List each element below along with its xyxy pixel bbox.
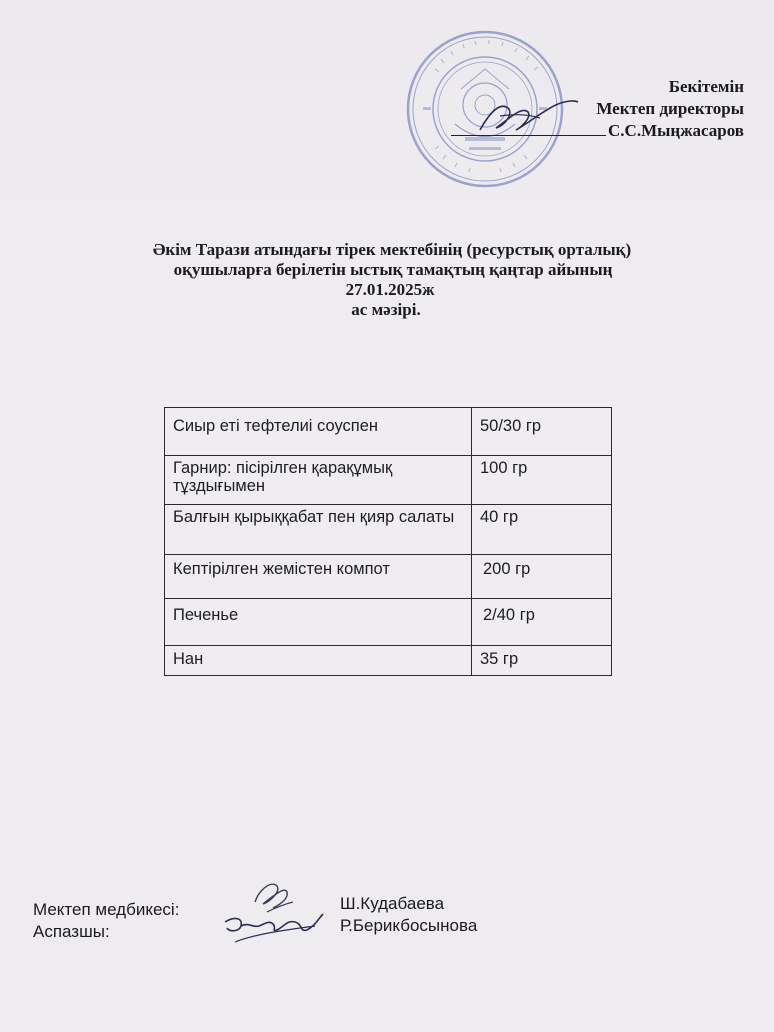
title-line-4: ас мәзірі. <box>351 300 421 319</box>
menu-item: Печенье <box>165 599 472 646</box>
nurse-label: Мектеп медбикесі: <box>33 900 180 919</box>
menu-portion: 100 гр <box>472 456 612 505</box>
approval-position: Мектеп директоры <box>596 99 744 118</box>
approval-heading: Бекітемін <box>668 77 744 96</box>
table-row <box>165 555 612 599</box>
signature-line <box>451 121 606 136</box>
menu-item: Гарнир: пісірілген қарақұмық тұздығымен <box>165 456 472 505</box>
table-row <box>165 646 612 676</box>
footer-labels <box>33 893 179 943</box>
title-line-1: Әкім Тарази атындағы тірек мектебінің (ресурстық орталық) <box>152 240 632 259</box>
table-row <box>165 599 612 646</box>
table-row <box>165 408 612 456</box>
director-name: С.С.Мыңжасаров <box>608 121 744 140</box>
title-date: 27.01.2025ж <box>345 280 435 299</box>
menu-table <box>164 407 612 676</box>
menu-portion: 2/40 гр <box>472 599 612 646</box>
staff-signature <box>215 872 335 962</box>
approval-block <box>451 76 744 142</box>
footer-names <box>340 893 477 937</box>
nurse-name: Ш.Кудабаева <box>340 894 445 913</box>
menu-portion: 40 гр <box>472 505 612 555</box>
menu-portion: 50/30 гр <box>472 408 612 456</box>
menu-item: Кептірілген жемістен компот <box>165 555 472 599</box>
document-title <box>0 240 774 320</box>
title-line-2: оқушыларға берілетін ыстық тамақтың қаңтар айының <box>173 260 613 279</box>
menu-item: Нан <box>165 646 472 676</box>
menu-item: Балғын қырыққабат пен қияр салаты <box>165 505 472 555</box>
table-row <box>165 456 612 505</box>
table-row <box>165 505 612 555</box>
menu-portion: 35 гр <box>472 646 612 676</box>
menu-item: Сиыр еті тефтелиі соуспен <box>165 408 472 456</box>
cook-name: Р.Берикбосынова <box>340 916 478 935</box>
menu-portion: 200 гр <box>472 555 612 599</box>
cook-label: Аспазшы: <box>33 922 110 941</box>
